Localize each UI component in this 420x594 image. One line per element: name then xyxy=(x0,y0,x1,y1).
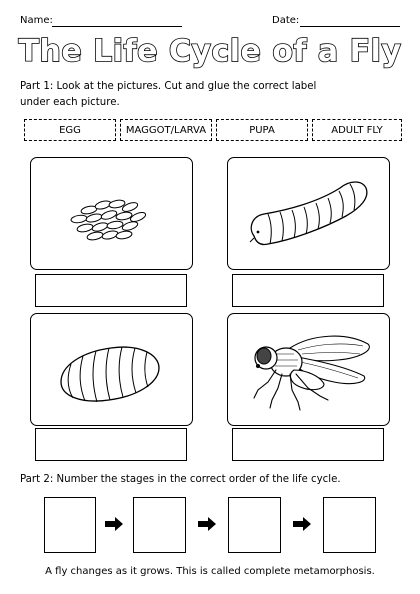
date-label: Date: xyxy=(272,15,300,26)
arrow-right-icon xyxy=(292,516,312,536)
part1-instruction-line-2: under each picture. xyxy=(20,96,120,108)
fly-eggs-icon xyxy=(31,158,191,268)
answer-box-3[interactable] xyxy=(35,428,187,461)
page-title: The Life Cycle of a Fly xyxy=(18,34,402,69)
picture-card-maggot xyxy=(227,157,390,270)
arrow-right-icon xyxy=(197,516,217,536)
part1-instructions xyxy=(20,79,316,110)
footer-note: A fly changes as it grows. This is called complete metamorphosis. xyxy=(45,566,375,577)
part2-instruction: Part 2: Number the stages in the correct order of the life cycle. xyxy=(20,474,341,485)
cut-label-adult-fly[interactable]: ADULT FLY xyxy=(312,119,402,141)
maggot-larva-icon xyxy=(228,158,388,268)
cut-label-egg[interactable]: EGG xyxy=(24,119,116,141)
name-line[interactable] xyxy=(52,26,182,27)
order-box-1[interactable] xyxy=(44,497,96,553)
answer-box-2[interactable] xyxy=(232,274,384,307)
date-line[interactable] xyxy=(300,26,400,27)
picture-card-eggs xyxy=(30,157,193,270)
pupa-icon xyxy=(31,314,191,424)
answer-box-1[interactable] xyxy=(35,274,187,307)
arrow-right-icon xyxy=(104,516,124,536)
order-box-3[interactable] xyxy=(228,497,281,553)
cut-label-pupa[interactable]: PUPA xyxy=(216,119,308,141)
name-label: Name: xyxy=(20,15,53,26)
picture-card-adult-fly xyxy=(227,313,390,426)
adult-fly-icon xyxy=(228,314,388,424)
order-box-2[interactable] xyxy=(133,497,186,553)
answer-box-4[interactable] xyxy=(232,428,384,461)
part1-instruction-line-1: Part 1: Look at the pictures. Cut and glue the correct label xyxy=(20,81,317,92)
cut-label-maggot-larva[interactable]: MAGGOT/LARVA xyxy=(120,119,212,141)
picture-card-pupa xyxy=(30,313,193,426)
order-box-4[interactable] xyxy=(323,497,376,553)
